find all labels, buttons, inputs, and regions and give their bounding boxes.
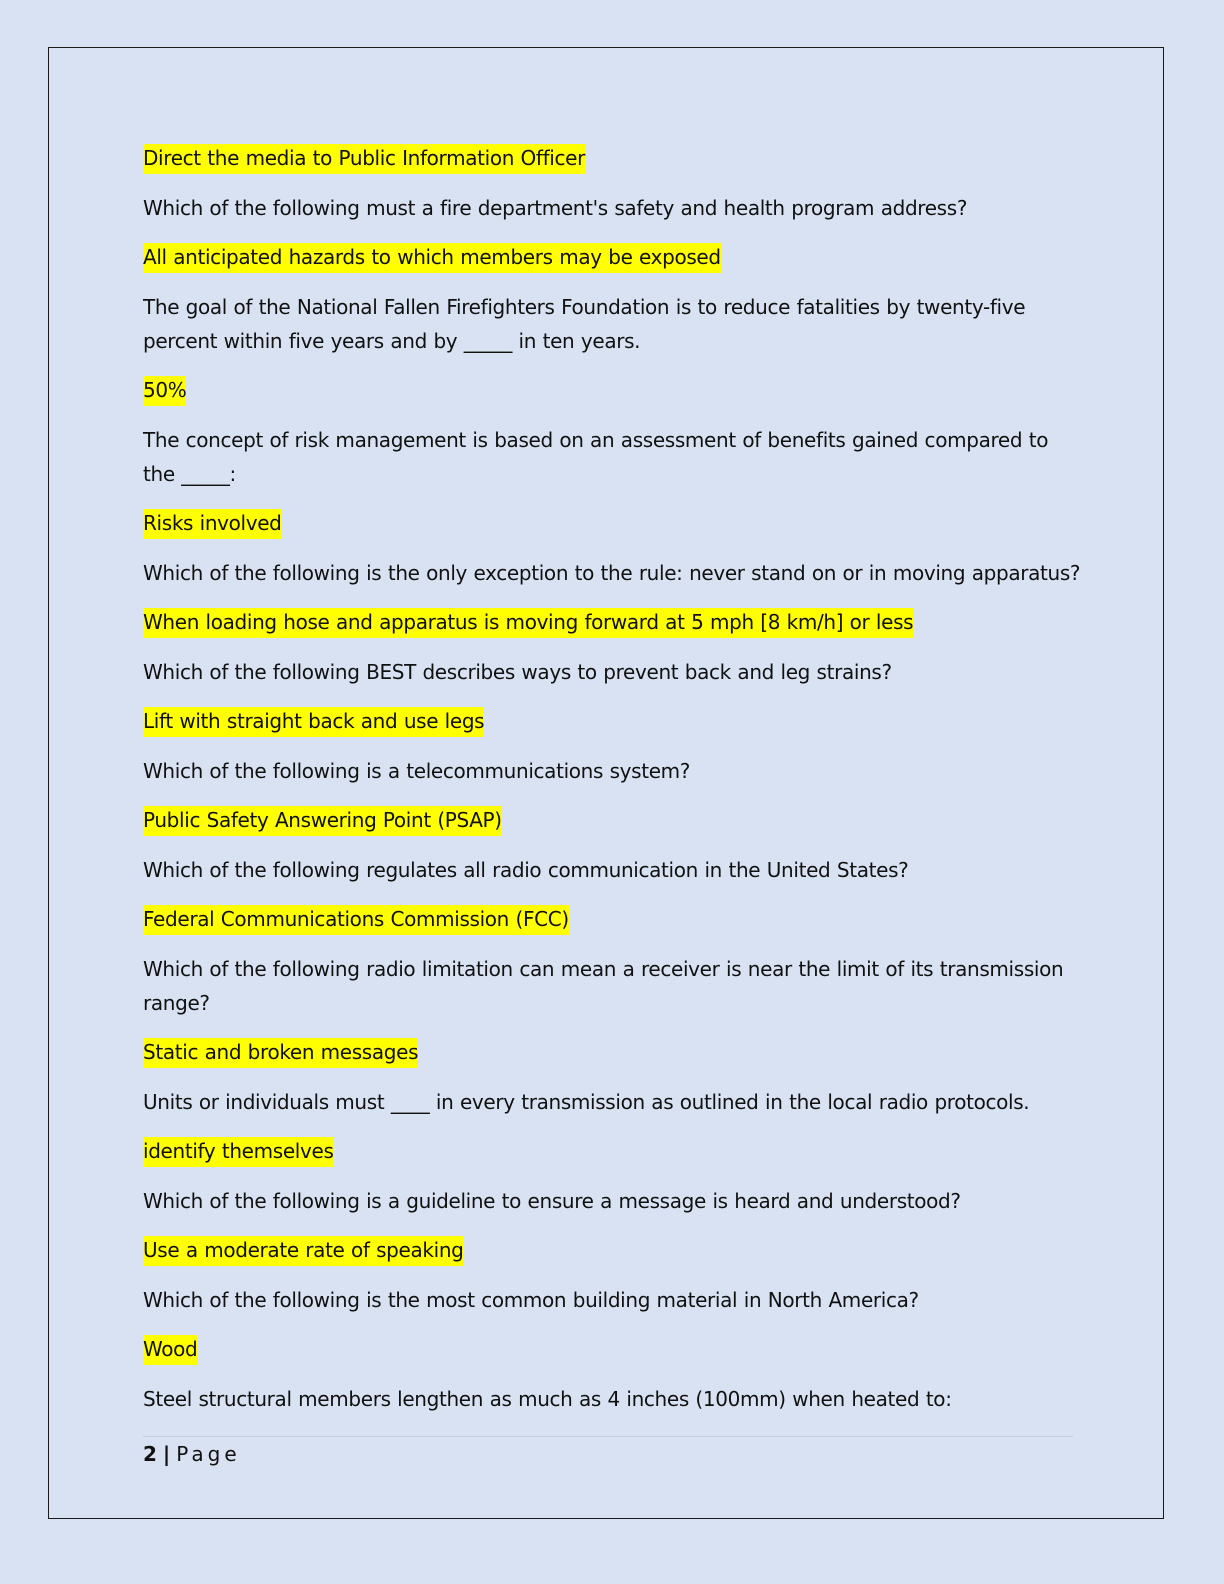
question-line: Which of the following is a telecommunications system? — [143, 758, 691, 783]
question-line: The concept of risk management is based on an assessment of benefits gained compared to the _____: — [143, 427, 1049, 486]
answer-line: Static and broken messages — [143, 1035, 1083, 1069]
page-footer — [143, 1440, 241, 1468]
answer-line: When loading hose and apparatus is moving forward at 5 mph [8 km/h] or less — [143, 605, 1083, 639]
page-label: Page — [176, 1442, 241, 1466]
footer-divider — [143, 1436, 1073, 1437]
answer-line: Risks involved — [143, 506, 1083, 540]
answer-line: Public Safety Answering Point (PSAP) — [143, 803, 1083, 837]
answer-line: 50% — [143, 373, 1083, 407]
document-body — [143, 141, 1083, 1431]
question-line: The goal of the National Fallen Firefighters Foundation is to reduce fatalities by twenty-five percent within five years and by _____ in ten years. — [143, 294, 1026, 353]
question-line: Which of the following BEST describes ways to prevent back and leg strains? — [143, 659, 892, 684]
answer-line: Use a moderate rate of speaking — [143, 1233, 1083, 1267]
answer-line: All anticipated hazards to which members may be exposed — [143, 240, 1083, 274]
question-line: Steel structural members lengthen as much as 4 inches (100mm) when heated to: — [143, 1386, 952, 1411]
page-number: 2 — [143, 1442, 157, 1466]
answer-line: Wood — [143, 1332, 1083, 1366]
question-line: Which of the following must a fire department's safety and health program address? — [143, 195, 968, 220]
question-line: Which of the following is the only exception to the rule: never stand on or in moving apparatus? — [143, 560, 1081, 585]
question-line: Which of the following is the most common building material in North America? — [143, 1287, 919, 1312]
answer-line: identify themselves — [143, 1134, 1083, 1168]
question-line: Which of the following radio limitation can mean a receiver is near the limit of its transmission range? — [143, 956, 1064, 1015]
question-line: Which of the following regulates all radio communication in the United States? — [143, 857, 909, 882]
footer-separator: | — [162, 1442, 171, 1466]
answer-line: Federal Communications Commission (FCC) — [143, 902, 1083, 936]
answer-line: Direct the media to Public Information Officer — [143, 141, 1083, 175]
answer-line: Lift with straight back and use legs — [143, 704, 1083, 738]
question-line: Which of the following is a guideline to ensure a message is heard and understood? — [143, 1188, 961, 1213]
question-line: Units or individuals must ____ in every transmission as outlined in the local radio protocols. — [143, 1089, 1030, 1114]
